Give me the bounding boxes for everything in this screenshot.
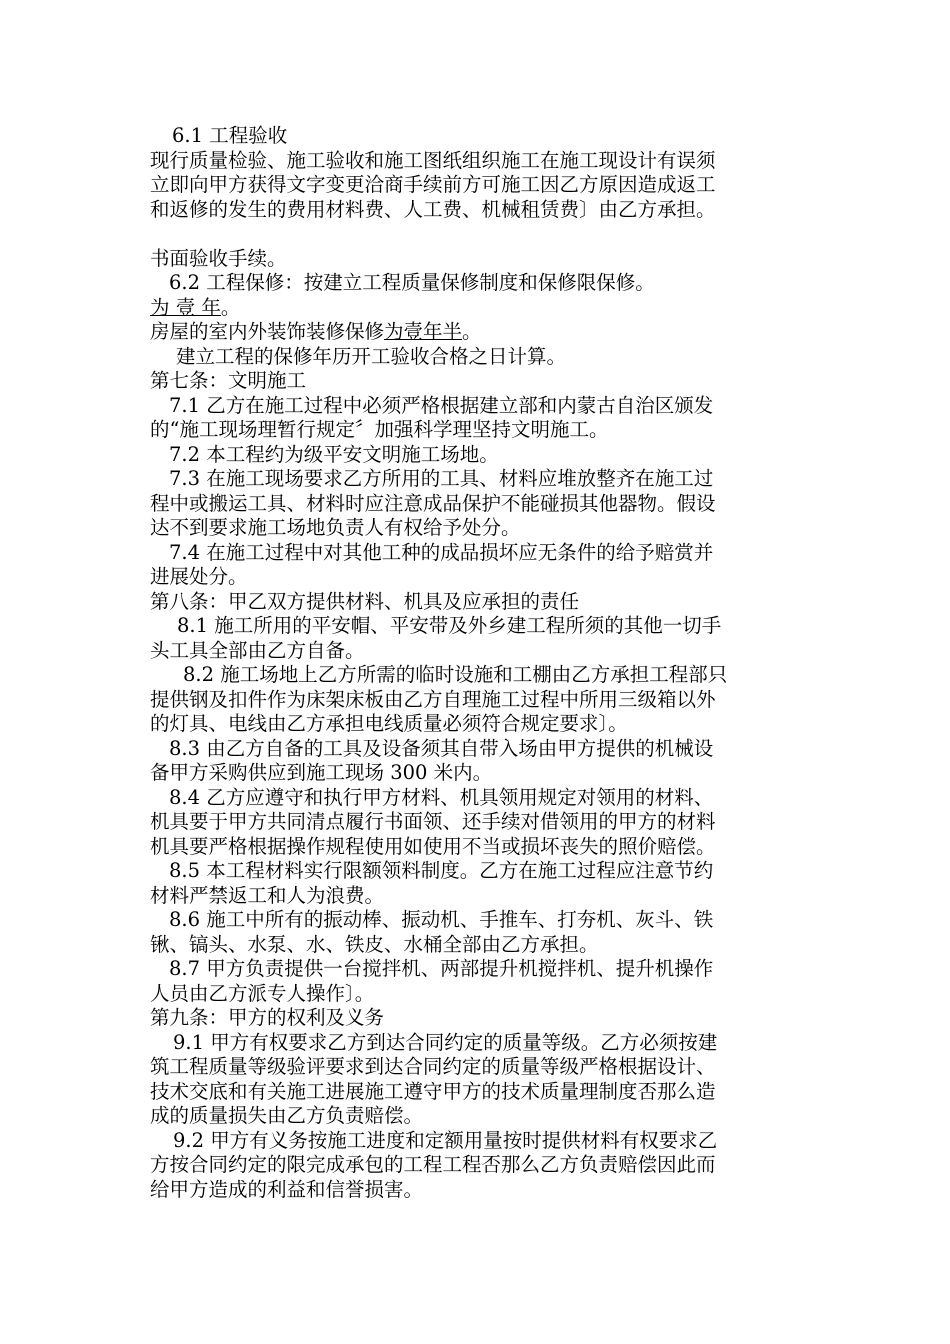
text-span: 房屋的室内外装饰装修保修 bbox=[150, 320, 385, 343]
text-line: 8.7 甲方负责提供一台搅拌机、两部提升机搅拌机、提升机操作 bbox=[169, 957, 714, 980]
text-line bbox=[150, 296, 810, 321]
text-line: 8.6 施工中所有的振动棒、振动机、手推车、打夯机、灰斗、铁 bbox=[169, 908, 714, 931]
text-line: 第九条：甲方的权利及义务 bbox=[150, 1006, 385, 1029]
blank-line bbox=[150, 222, 810, 247]
text-line: 材料严禁返工和人为浪费。 bbox=[150, 883, 385, 907]
text-line: 第八条：甲乙双方提供材料、机具及应承担的责任 bbox=[150, 589, 580, 613]
text-line: 头工具全部由乙方自备。 bbox=[150, 638, 365, 662]
text-line: 方按合同约定的限完成承包的工程工程否那么乙方负责赔偿因此而 bbox=[150, 1153, 716, 1176]
text-line: 8.4 乙方应遵守和执行甲方材料、机具领用规定对领用的材料、 bbox=[169, 785, 714, 809]
document-body bbox=[150, 124, 810, 1202]
text-line: 立即向甲方获得文字变更洽商手续前方可施工因乙方原因造成返工 bbox=[150, 173, 716, 196]
text-line: 7.2 本工程约为级平安文明施工场地。 bbox=[169, 442, 499, 466]
text-line: 9.2 甲方有义务按施工进度和定额用量按时提供材料有权要求乙 bbox=[173, 1128, 718, 1152]
text-line: 技术交底和有关施工进展施工遵守甲方的技术质量理制度否那么造 bbox=[150, 1079, 716, 1103]
text-line: 成的质量损失由乙方负责赔偿。 bbox=[150, 1104, 424, 1127]
text-line: 6.2 工程保修：按建立工程质量保修制度和保修限保修。 bbox=[169, 271, 655, 294]
text-line: 8.5 本工程材料实行限额领料制度。乙方在施工过程应注意节约 bbox=[169, 859, 714, 882]
text-line: 机具要于甲方共同清点履行书面领、还手续对借领用的甲方的材料 bbox=[150, 810, 716, 833]
text-line: 8.2 施工场地上乙方所需的临时设施和工棚由乙方承担工程部只 bbox=[183, 663, 728, 686]
text-line: 和返修的发生的费用材料费、人工费、机械租赁费〕由乙方承担。 bbox=[150, 197, 716, 221]
text-line: 第七条：文明施工 bbox=[150, 369, 307, 392]
text-line: 进展处分。 bbox=[150, 565, 248, 588]
text-line: 的“施工现场理暂行规定〞加强科学理坚持文明施工。 bbox=[150, 418, 609, 441]
text-line bbox=[150, 320, 810, 345]
text-line: 建立工程的保修年历开工验收合格之日计算。 bbox=[176, 344, 567, 368]
text-line: 6.1 工程验收 bbox=[172, 124, 288, 147]
text-span: 。 bbox=[220, 295, 241, 319]
text-line: 给甲方造成的利益和信誉损害。 bbox=[150, 1177, 424, 1201]
text-line: 提供钢及扣件作为床架床板由乙方自理施工过程中所用三级箱以外 bbox=[150, 687, 716, 711]
text-line: 人员由乙方派专人操作〕。 bbox=[150, 981, 375, 1005]
text-span: 。 bbox=[462, 320, 482, 343]
text-line: 现行质量检验、施工验收和施工图纸组织施工在施工现设计有误须 bbox=[150, 148, 716, 172]
text-line: 7.1 乙方在施工过程中必须严格根据建立部和内蒙古自治区颁发 bbox=[169, 393, 714, 417]
text-line: 达不到要求施工场地负责人有权给予处分。 bbox=[150, 516, 521, 539]
text-line: 书面验收手续。 bbox=[150, 246, 287, 270]
text-line: 机具要严格根据操作规程使用如使用不当或损坏丧失的照价赔偿。 bbox=[150, 834, 716, 858]
underlined-text: 为壹年半 bbox=[384, 320, 463, 343]
text-line: 7.3 在施工现场要求乙方所用的工具、材料应堆放整齐在施工过 bbox=[169, 467, 714, 490]
text-line: 备甲方采购供应到施工现场 300 米内。 bbox=[150, 761, 493, 784]
underlined-text: 为 壹 年 bbox=[150, 295, 221, 319]
text-line: 的灯具、电线由乙方承担电线质量必须符合规定要求〕。 bbox=[150, 712, 628, 735]
text-line: 筑工程质量等级验评要求到达合同约定的质量等级严格根据设计、 bbox=[150, 1055, 716, 1078]
text-line: 8.1 施工所用的平安帽、平安带及外乡建工程所须的其他一切手 bbox=[177, 614, 722, 637]
text-line: 锹、镐头、水泵、水、铁皮、水桶全部由乙方承担。 bbox=[150, 932, 599, 956]
text-line: 8.3 由乙方自备的工具及设备须其自带入场由甲方提供的机械设 bbox=[169, 736, 714, 760]
text-line: 7.4 在施工过程中对其他工种的成品损坏应无条件的给予赔赏并 bbox=[169, 540, 714, 564]
text-line: 9.1 甲方有权要求乙方到达合同约定的质量等级。乙方必须按建 bbox=[173, 1030, 718, 1054]
text-line: 程中或搬运工具、材料时应注意成品保护不能碰损其他器物。假设 bbox=[150, 491, 716, 515]
